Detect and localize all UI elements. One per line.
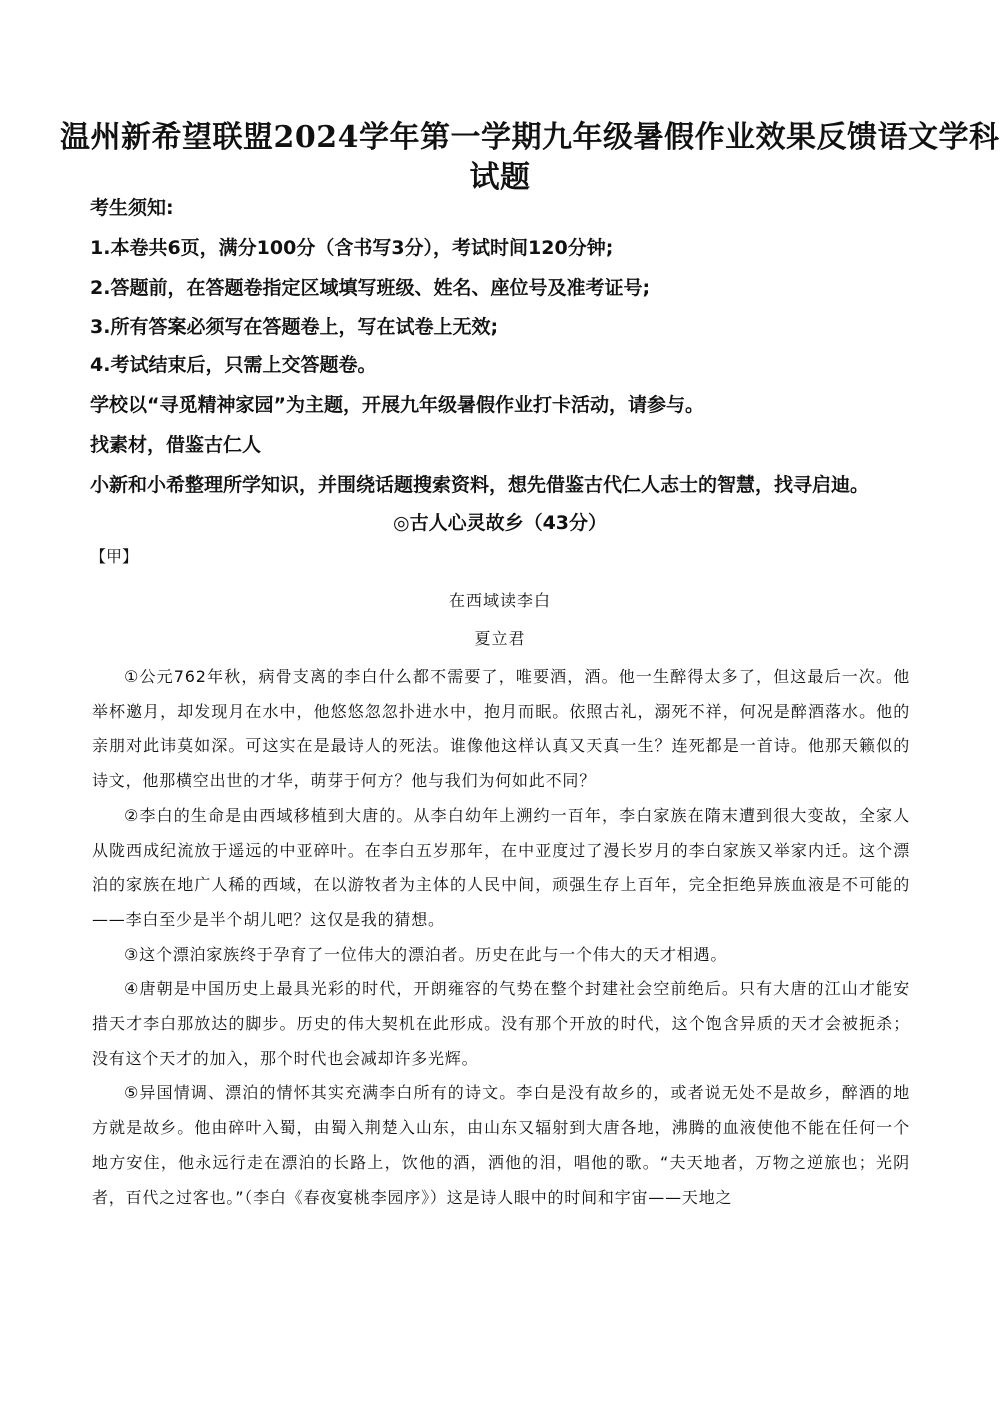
notice-heading: 考生须知: — [90, 197, 174, 219]
exam-title-line-1: 温州新希望联盟2024学年第一学期九年级暑假作业效果反馈语文学科 — [60, 120, 1000, 155]
notice-item-3: 3.所有答案必须写在答题卷上，写在试卷上无效; — [90, 316, 499, 338]
article-author: 夏立君 — [474, 629, 526, 648]
exam-title-line-2: 试题 — [469, 160, 531, 195]
article-paragraph: ③这个漂泊家族终于孕育了一位伟大的漂泊者。历史在此与一个伟大的天才相遇。 — [124, 944, 728, 964]
article-paragraph: ①公元762年秋，病骨支离的李白什么都不需要了，唯要酒，酒。他一生醉得太多了，但这最后一次。他举杯邀月，却发现月在水中，他悠悠忽忽扑进水中，抱月而眠。依照古礼，溺死不祥，何况是醉酒落水。他的亲朋对此讳莫如深。可这实在是最诗人的死法。谁像他这样认真又天真一生？连死都是一首诗。他那天籁似的诗文，他那横空出世的才华，萌芽于何方？他与我们为何如此不同？ — [92, 667, 910, 791]
article-body — [92, 660, 910, 1215]
passage-marker: 【甲】 — [90, 547, 139, 566]
activity-task: 小新和小希整理所学知识，并围绕话题搜索资料，想先借鉴古代仁人志士的智慧，找寻启迪。 — [90, 474, 870, 496]
section-heading: ◎古人心灵故乡（43分） — [392, 512, 608, 534]
notice-item-1: 1.本卷共6页，满分100分（含书写3分），考试时间120分钟; — [90, 237, 614, 259]
article-paragraph: ②李白的生命是由西域移植到大唐的。从李白幼年上溯约一百年，李白家族在隋末遭到很大变故，全家人从陇西成纪流放于遥远的中亚碎叶。在李白五岁那年，在中亚度过了漫长岁月的李白家族又举家内迁。这个漂泊的家族在地广人稀的西域，在以游牧者为主体的人民中间，顽强生存上百年，完全拒绝异族血液是不可能的——李白至少是半个胡儿吧？这仅是我的猜想。 — [92, 805, 910, 929]
notice-item-4: 4.考试结束后，只需上交答题卷。 — [90, 354, 377, 376]
activity-theme: 学校以“寻觅精神家园”为主题，开展九年级暑假作业打卡活动，请参与。 — [90, 394, 704, 416]
notice-item-2: 2.答题前，在答题卷指定区域填写班级、姓名、座位号及准考证号; — [90, 277, 651, 299]
article-paragraph: ⑤异国情调、漂泊的情怀其实充满李白所有的诗文。李白是没有故乡的，或者说无处不是故乡，醉酒的地方就是故乡。他由碎叶入蜀，由蜀入荆楚入山东，由山东又辐射到大唐各地，沸腾的血液使他不能在任何一个地方安住，他永远行走在漂泊的长路上，饮他的酒，洒他的泪，唱他的歌。“夫天地者，万物之逆旅也；光阴者，百代之过客也。”（李白《春夜宴桃李园序》）这是诗人眼中的时间和宇宙——天地之 — [92, 1083, 910, 1207]
activity-subheading: 找素材，借鉴古仁人 — [90, 434, 262, 456]
article-paragraph: ④唐朝是中国历史上最具光彩的时代，开朗雍容的气势在整个封建社会空前绝后。只有大唐的江山才能安措天才李白那放达的脚步。历史的伟大契机在此形成。没有那个开放的时代，这个饱含异质的天才会被扼杀；没有这个天才的加入，那个时代也会减却许多光辉。 — [92, 979, 910, 1068]
article-title: 在西域读李白 — [448, 591, 551, 610]
